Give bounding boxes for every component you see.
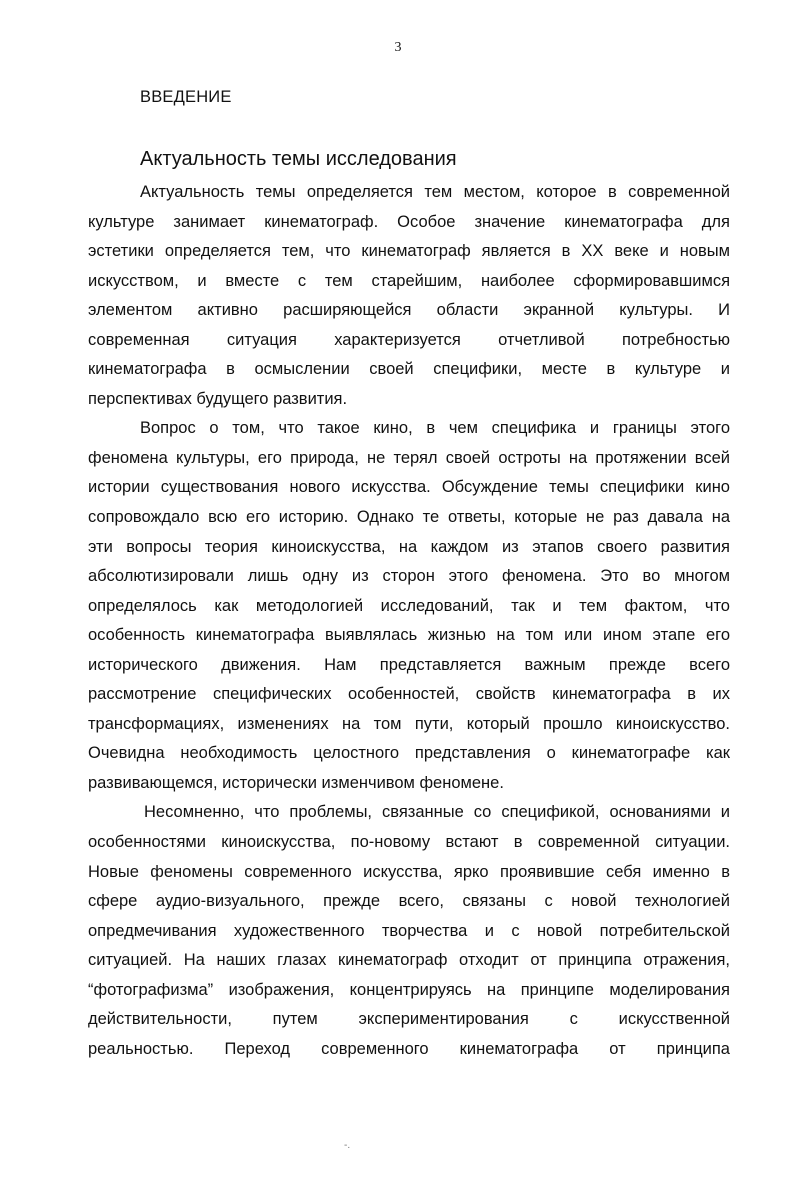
text-line: реальностью. Переход современного кинематографа от принципа: [88, 1039, 730, 1058]
text-line: рассмотрение специфических особенностей, свойств кинематографа в их: [88, 685, 730, 704]
text-line: Новые феномены современного искусства, ярко проявившие себя именно в: [88, 862, 730, 881]
section-title: ВВЕДЕНИЕ: [140, 88, 232, 106]
text-line: Очевидна необходимость целостного представления о кинематографе как: [88, 744, 730, 763]
footer-mark: -.: [344, 1140, 351, 1151]
text-line: эстетики определяется тем, что кинематограф является в XX веке и новым: [88, 242, 730, 261]
text-line: элементом активно расширяющейся области экранной культуры. И: [88, 301, 730, 320]
text-line: развивающемся, исторически изменчивом феномене.: [88, 773, 504, 792]
text-line: Актуальность темы определяется тем местом, которое в современной: [140, 183, 730, 201]
subsection-title: Актуальность темы исследования: [140, 148, 457, 170]
text-line: трансформациях, изменениях на том пути, который прошло киноискусство.: [88, 714, 730, 733]
text-line: действительности, путем экспериментирования с искусственной: [88, 1010, 730, 1029]
text-line: сфере аудио-визуального, прежде всего, связаны с новой технологией: [88, 892, 730, 911]
text-line: ситуацией. На наших глазах кинематограф отходит от принципа отражения,: [88, 951, 730, 970]
text-line: современная ситуация характеризуется отчетливой потребностью: [88, 330, 730, 349]
text-line: особенность кинематографа выявлялась жизнью на том или ином этапе его: [88, 626, 730, 645]
text-line: особенностями киноискусства, по-новому встают в современной ситуации.: [88, 833, 730, 852]
text-line: культуре занимает кинематограф. Особое значение кинематографа для: [88, 212, 730, 231]
text-line: феномена культуры, его природа, не терял своей остроты на протяжении всей: [88, 448, 730, 467]
text-line: Вопрос о том, что такое кино, в чем специфика и границы этого: [140, 419, 730, 438]
page-number: 3: [394, 40, 402, 55]
text-line: Несомненно, что проблемы, связанные со спецификой, основаниями и: [144, 803, 730, 822]
text-line: абсолютизировали лишь одну из сторон этого феномена. Это во многом: [88, 567, 730, 586]
text-line: опредмечивания художественного творчества и с новой потребительской: [88, 921, 730, 940]
text-line: кинематографа в осмыслении своей специфики, месте в культуре и: [88, 360, 730, 379]
text-line: определялось как методологией исследований, так и тем фактом, что: [88, 596, 730, 615]
text-line: перспективах будущего развития.: [88, 389, 348, 408]
text-line: исторического движения. Нам представляется важным прежде всего: [88, 655, 730, 674]
body-text: [88, 178, 730, 1064]
text-line: “фотографизма” изображения, концентрируясь на принципе моделирования: [88, 980, 730, 999]
text-line: сопровождало всю его историю. Однако те ответы, которые не раз давала на: [88, 508, 730, 527]
text-line: истории существования нового искусства. Обсуждение темы специфики кино: [88, 478, 730, 497]
text-line: искусством, и вместе с тем старейшим, наиболее сформировавшимся: [88, 271, 730, 290]
text-line: эти вопросы теория киноискусства, на каждом из этапов своего развития: [88, 537, 730, 556]
